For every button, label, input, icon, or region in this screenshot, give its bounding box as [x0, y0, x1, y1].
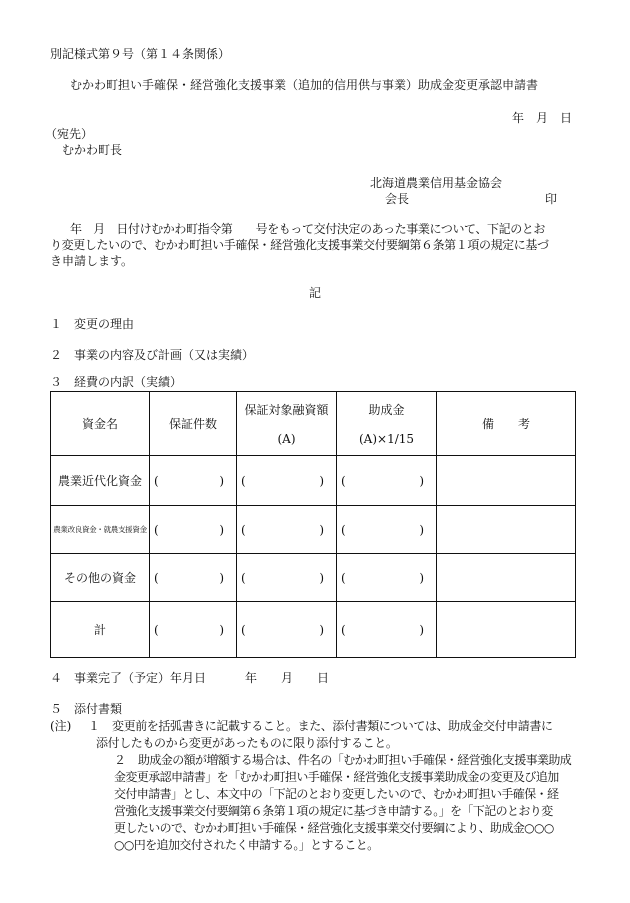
note-2	[114, 752, 572, 854]
note-2-number: ２	[114, 753, 127, 767]
paren-close: )	[419, 473, 424, 488]
paren-open: (	[154, 473, 159, 488]
applicant-title: 会長	[385, 192, 410, 206]
note-1-number: １	[88, 719, 101, 733]
cell-count[interactable]	[150, 456, 237, 506]
note-1-line: 変更前を括弧書きに記載すること。また、添付書類については、助成金交付申請書に	[112, 719, 553, 733]
section-1: １ 変更の理由	[50, 317, 135, 331]
cell-remarks[interactable]	[437, 602, 576, 658]
paren-close: )	[219, 473, 224, 488]
paren-open: (	[341, 473, 346, 488]
paren-open: (	[341, 522, 346, 537]
cell-remarks[interactable]	[437, 506, 576, 554]
paren-close: )	[219, 570, 224, 585]
paren-close: )	[219, 522, 224, 537]
body-line-2: り変更したいので、むかわ町担い手確保・経営強化支援事業交付要綱第６条第１項の規定に基づ	[50, 238, 549, 252]
table-total-row	[51, 602, 576, 658]
paren-open: (	[154, 522, 159, 537]
paren-open: (	[341, 570, 346, 585]
section-3: ３ 経費の内訳（実績）	[50, 375, 183, 389]
cell-count[interactable]	[150, 554, 237, 602]
header-count: 保証件数	[150, 392, 237, 456]
table-row	[51, 456, 576, 506]
ki-heading: 記	[309, 286, 322, 300]
date-line: 年 月 日	[512, 111, 573, 125]
seal-mark: 印	[545, 192, 558, 206]
paren-close: )	[319, 473, 324, 488]
note-1	[96, 718, 553, 752]
applicant-org: 北海道農業信用基金協会	[370, 176, 503, 190]
cell-amount[interactable]	[237, 602, 337, 658]
paren-close: )	[319, 570, 324, 585]
addressee-label: （宛先）	[45, 127, 94, 141]
paren-close: )	[419, 522, 424, 537]
paren-open: (	[341, 622, 346, 637]
cell-count[interactable]	[150, 506, 237, 554]
table-row	[51, 506, 576, 554]
cell-amount[interactable]	[237, 506, 337, 554]
paren-close: )	[219, 622, 224, 637]
cell-grant[interactable]	[337, 456, 437, 506]
paren-open: (	[241, 522, 246, 537]
expense-table	[50, 391, 576, 658]
header-remarks: 備 考	[437, 392, 576, 456]
paren-open: (	[241, 570, 246, 585]
row-fund-name: 農業改良資金・就農支援資金	[51, 506, 150, 554]
header-grant-bottom: (A)×1/15	[358, 432, 415, 446]
notes-label: (注)	[50, 719, 72, 733]
section-4: ４ 事業完了（予定）年月日	[50, 671, 207, 685]
header-amount-bottom: (A)	[277, 432, 296, 446]
cell-amount[interactable]	[237, 554, 337, 602]
cell-remarks[interactable]	[437, 554, 576, 602]
table-header-row	[51, 392, 576, 456]
body-line-1: 年 月 日付けむかわ町指令第 号をもって交付決定のあった事業について、下記のとお	[70, 222, 546, 236]
document-title: むかわ町担い手確保・経営強化支援事業（追加的信用供与事業）助成金変更承認申請書	[70, 78, 539, 92]
form-label: 別記様式第９号（第１４条関係）	[50, 47, 231, 61]
note-2-line: 助成金の額が増額する場合は、件名の「むかわ町担い手確保・経営強化支援事業助成	[138, 753, 572, 767]
paren-open: (	[241, 473, 246, 488]
paren-open: (	[154, 570, 159, 585]
paren-close: )	[319, 622, 324, 637]
completion-date: 年 月 日	[245, 671, 330, 685]
note-1-line: 添付したものから変更があったものに限り添付すること。	[96, 736, 398, 750]
note-2-line: 交付申請書」とし、本文中の「下記のとおり変更したいので、むかわ町担い手確保・経	[114, 787, 559, 801]
row-fund-name: 計	[51, 602, 150, 658]
header-grant-top: 助成金	[368, 403, 405, 417]
cell-grant[interactable]	[337, 554, 437, 602]
paren-close: )	[419, 570, 424, 585]
cell-remarks[interactable]	[437, 456, 576, 506]
note-2-line: 更したいので、むかわ町担い手確保・経営強化支援事業交付要綱により、助成金○○○	[114, 821, 554, 835]
paren-close: )	[319, 522, 324, 537]
section-2: ２ 事業の内容及び計画（又は実績）	[50, 348, 255, 362]
body-line-3: き申請します。	[50, 254, 134, 268]
table-row	[51, 554, 576, 602]
cell-grant[interactable]	[337, 602, 437, 658]
note-2-line: 営強化支援事業交付要綱第６条第１項の規定に基づき申請する。」を「下記のとおり変	[114, 804, 553, 818]
header-fund: 資金名	[51, 392, 150, 456]
paren-open: (	[241, 622, 246, 637]
cell-grant[interactable]	[337, 506, 437, 554]
header-grant	[337, 392, 437, 456]
note-2-line: 金変更承認申請書」を「むかわ町担い手確保・経営強化支援事業助成金の変更及び追加	[114, 770, 559, 784]
paren-close: )	[419, 622, 424, 637]
header-amount	[237, 392, 337, 456]
addressee: むかわ町長	[62, 143, 123, 157]
row-fund-name: その他の資金	[51, 554, 150, 602]
section-5: ５ 添付書類	[50, 702, 123, 716]
header-amount-top: 保証対象融資額	[244, 403, 329, 417]
note-2-line: ○○円を追加交付されたく申請する。」とすること。	[114, 838, 379, 852]
cell-count[interactable]	[150, 602, 237, 658]
row-fund-name: 農業近代化資金	[51, 456, 150, 506]
paren-open: (	[154, 622, 159, 637]
cell-amount[interactable]	[237, 456, 337, 506]
